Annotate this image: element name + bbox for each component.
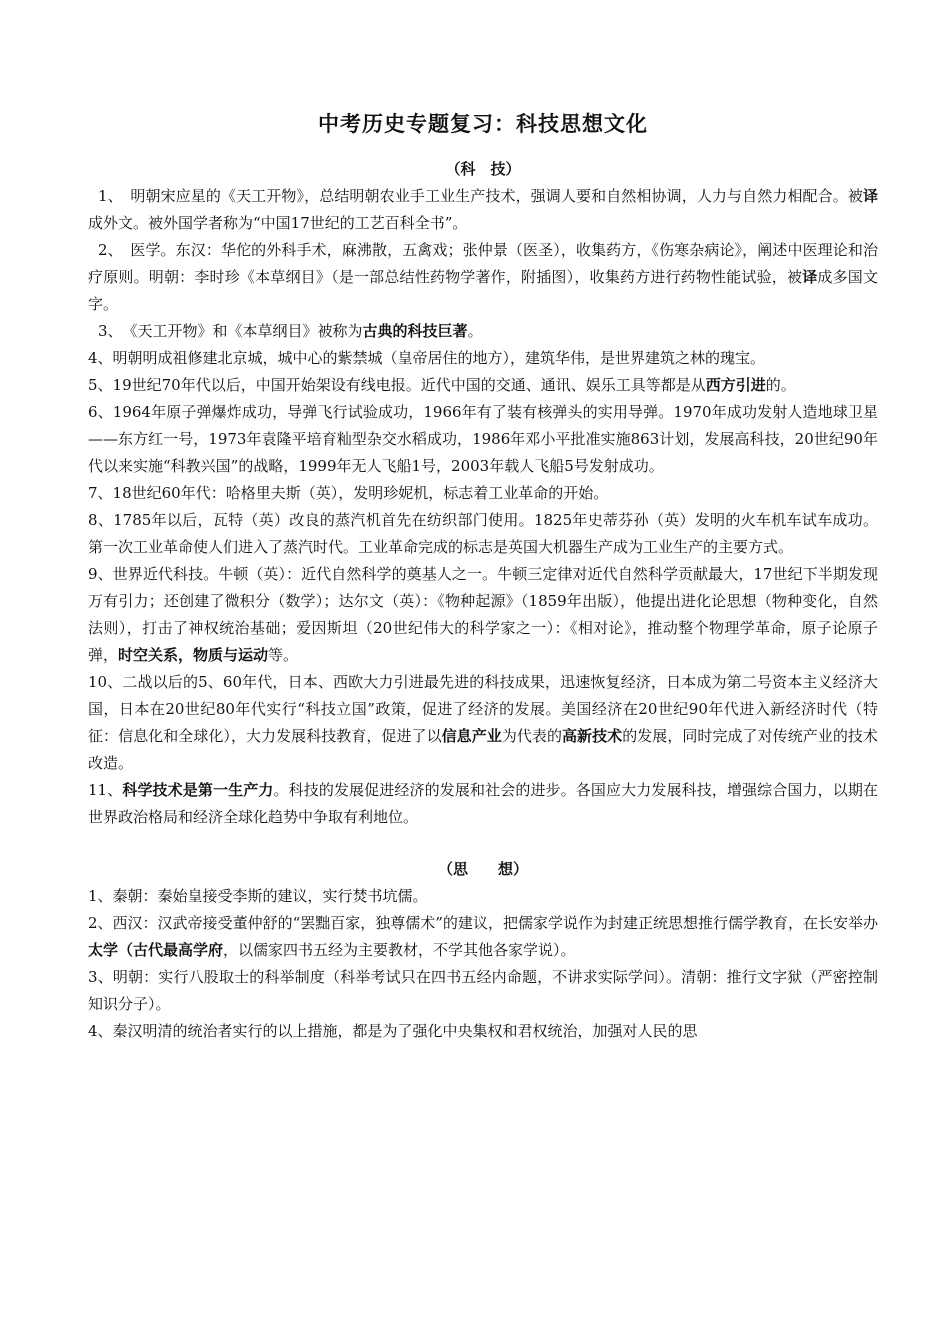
list-item: 3、 《天工开物》和《本草纲目》被称为古典的科技巨著。 [98, 322, 483, 340]
document-page [88, 108, 878, 1045]
list-item: 2、西汉：汉武帝接受董仲舒的“罢黜百家，独尊儒术”的建议，把儒家学说作为封建正统思想推行儒学教育，在长安举办太学（古代最高学府，以儒家四书五经为主要教材，不学其他各家学说）。 [88, 914, 878, 959]
list-item: 11、科学技术是第一生产力。科技的发展促进经济的发展和社会的进步。各国应大力发展科技，增强综合国力，以期在世界政治格局和经济全球化趋势中争取有利地位。 [88, 781, 878, 826]
list-item: 9、世界近代科技。牛顿（英）：近代自然科学的奠基人之一。牛顿三定律对近代自然科学贡献最大，17世纪下半期发现万有引力；还创建了微积分（数学）；达尔文（英）：《物种起源》（1859年出版），他提出进化论思想（物种变化，自然法则），打击了神权统治基础；爱因斯坦（20世纪伟大的科学家之一）：《相对论》，推动整个物理学革命，原子论原子弹，时空关系，物质与运动等。 [88, 565, 878, 664]
list-item: 2、 医学。东汉：华佗的外科手术，麻沸散，五禽戏；张仲景（医圣），收集药方，《伤寒杂病论》，阐述中医理论和治疗原则。明朝：李时珍《本草纲目》（是一部总结性药物学著作，附插图），收集药方进行药物性能试验，被译成多国文字。 [88, 241, 878, 313]
list-item: 3、明朝：实行八股取士的科举制度（科举考试只在四书五经内命题，不讲求实际学问）。清朝：推行文字狱（严密控制知识分子）。 [88, 968, 878, 1013]
section-thought [88, 858, 878, 1045]
list-item: 10、二战以后的5、60年代，日本、西欧大力引进最先进的科技成果，迅速恢复经济，日本成为第二号资本主义经济大国，日本在20世纪80年代实行“科技立国”政策，促进了经济的发展。美国经济在20世纪90年代进入新经济时代（特征：信息化和全球化），大力发展科技教育，促进了以信息产业为代表的高新技术的发展，同时完成了对传统产业的技术改造。 [88, 673, 878, 772]
list-item: 8、1785年以后，瓦特（英）改良的蒸汽机首先在纺织部门使用。1825年史蒂芬孙（英）发明的火车机车试车成功。第一次工业革命使人们进入了蒸汽时代。工业革命完成的标志是英国大机器生产成为工业生产的主要方式。 [88, 511, 878, 556]
list-item: 7、18世纪60年代：哈格里夫斯（英），发明珍妮机，标志着工业革命的开始。 [88, 484, 609, 502]
section-spacer [88, 831, 878, 858]
section-heading: （思 想） [437, 860, 528, 878]
list-item: 4、明朝明成祖修建北京城，城中心的紫禁城（皇帝居住的地方），建筑华伟，是世界建筑之林的瑰宝。 [88, 349, 766, 367]
list-item: 4、秦汉明清的统治者实行的以上措施，都是为了强化中央集权和君权统治，加强对人民的思 [88, 1022, 698, 1040]
list-item: 1、 明朝宋应星的《天工开物》，总结明朝农业手工业生产技术，强调人要和自然相协调，人力与自然力相配合。被译成外文。被外国学者称为“中国17世纪的工艺百科全书”。 [88, 187, 878, 232]
list-item: 5、19世纪70年代以后，中国开始架设有线电报。近代中国的交通、通讯、娱乐工具等都是从西方引进的。 [88, 376, 796, 394]
list-item: 6、1964年原子弹爆炸成功，导弹飞行试验成功，1966年有了装有核弹头的实用导弹。1970年成功发射人造地球卫星——东方红一号，1973年袁隆平培育籼型杂交水稻成功，1986年邓小平批准实施863计划，发展高科技，20世纪90年代以来实施“科教兴国”的战略，1999年无人飞船1号，2003年载人飞船5号发射成功。 [88, 403, 878, 475]
page-title: 中考历史专题复习：科技思想文化 [318, 112, 648, 136]
list-item: 1、秦朝：秦始皇接受李斯的建议，实行焚书坑儒。 [88, 887, 428, 905]
section-heading: （科 技） [445, 160, 521, 178]
section-tech [88, 158, 878, 831]
